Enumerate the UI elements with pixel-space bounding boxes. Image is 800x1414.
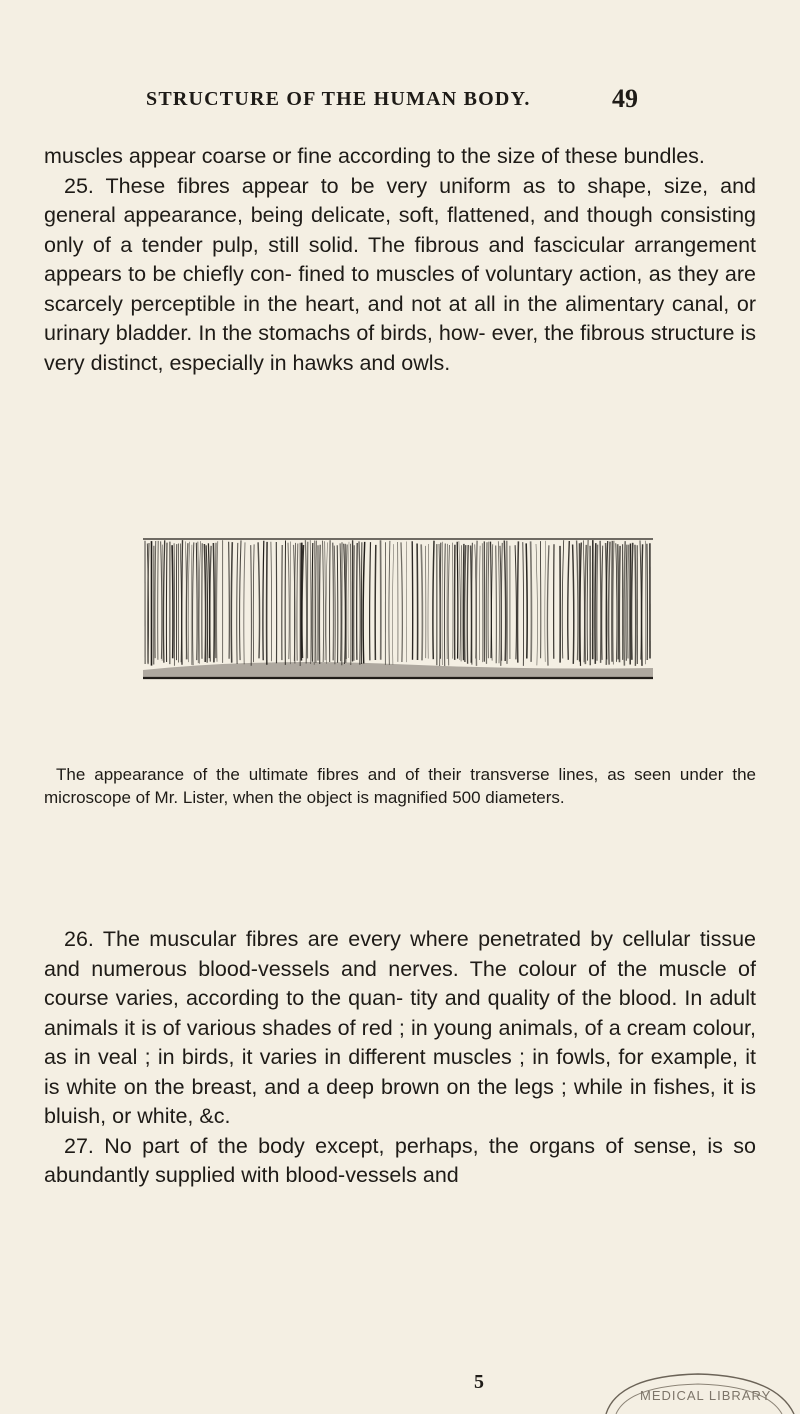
stamp-text: MEDICAL LIBRARY (640, 1388, 772, 1403)
figure-caption-text: The appearance of the ultimate fibres and of their transverse lines, as seen under the microscope of Mr. Lister, when the object is magnified 500 diameters. (44, 765, 756, 807)
figure-caption (44, 763, 756, 809)
text-block-bottom (44, 925, 756, 1191)
signature-mark: 5 (474, 1371, 484, 1393)
running-title: STRUCTURE OF THE HUMAN BODY. (146, 88, 531, 110)
paragraph-25: 25. These fibres appear to be very uniform as to shape, size, and general appearance, being delicate, soft, flattened, and though consisting only of a tender pulp, still solid. The fibrous and fascicular arrangement appears to be chiefly con- fined to muscles of voluntary action, as they are scarcely perceptible in the heart, and not at all in the alimentary canal, or urinary bladder. In the stomachs of birds, how- ever, the fibrous structure is very distinct, especially in hawks and owls. (44, 173, 756, 375)
fibre-strokes (145, 540, 650, 666)
text-block-top (44, 142, 756, 378)
paragraph-27: 27. No part of the body except, perhaps, the organs of sense, is so abundantly supplied with blood-vessels and (44, 1133, 756, 1187)
paragraph-continuation: muscles appear coarse or fine according to the size of these bundles. (44, 144, 705, 168)
running-head (0, 84, 800, 118)
library-stamp (598, 1370, 798, 1414)
paragraph-26: 26. The muscular fibres are every where penetrated by cellular tissue and numerous blood-vessels and nerves. The colour of the muscle of course varies, according to the quan- tity and quality of the blood. In adult animals it is of various shades of red ; in young animals, of a cream colour, as in veal ; in birds, it varies in different muscles ; in fowls, for example, it is white on the breast, and a deep brown on the legs ; while in fishes, it is bluish, or white, &c. (44, 927, 756, 1128)
page-number: 49 (612, 84, 638, 113)
muscle-fibre-figure (143, 538, 653, 680)
muscle-fibre-engraving (143, 538, 653, 680)
